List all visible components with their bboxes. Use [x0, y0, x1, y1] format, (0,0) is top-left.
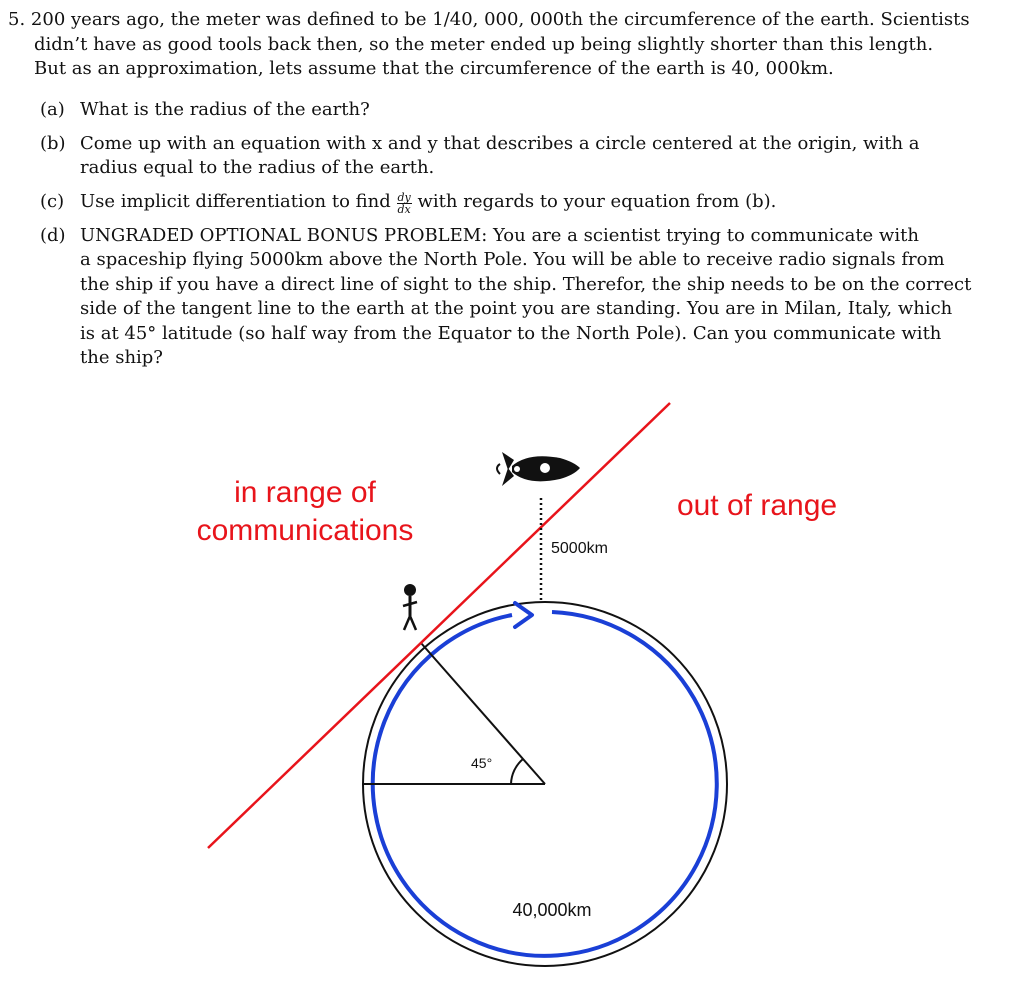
angle-arc — [511, 759, 523, 784]
circumference-arrowhead — [515, 603, 532, 627]
part-a-label: (a) — [40, 99, 65, 120]
rocket-icon — [497, 452, 580, 486]
problem-line-1: 5. 200 years ago, the meter was defined to be 1/40, 000, 000th the circumference of the earth. Scientists — [8, 9, 970, 30]
tangent-line — [208, 403, 670, 848]
part-b-text-2: radius equal to the radius of the earth. — [80, 157, 435, 178]
part-d-text-6: the ship? — [80, 347, 163, 368]
problem-line-3: But as an approximation, lets assume that the circumference of the earth is 40, 000km. — [34, 58, 834, 79]
in-range-label-1: in range of — [234, 476, 376, 509]
in-range-label-2: communications — [196, 514, 414, 547]
altitude-label: 5000km — [551, 540, 608, 557]
part-a-text: What is the radius of the earth? — [80, 99, 370, 120]
dy-dx-fraction: $\frac{dy}{dx}$ — [397, 190, 411, 216]
part-b-label: (b) — [40, 132, 66, 154]
part-d-text-2: a spaceship flying 5000km above the North Pole. You will be able to receive radio signals from — [80, 249, 945, 270]
part-d-text-4: side of the tangent line to the earth at the point you are standing. You are in Milan, Italy, which — [80, 298, 953, 319]
part-c-label: (c) — [40, 190, 65, 212]
part-d-text-5: is at 45° latitude (so half way from the Equator to the North Pole). Can you communicate with — [80, 322, 942, 344]
angle-label: 45° — [471, 755, 493, 771]
problem-line-2: didn’t have as good tools back then, so the meter ended up being slightly shorter than this length. — [34, 33, 934, 55]
part-d-label: (d) — [40, 224, 66, 246]
out-of-range-label: out of range — [676, 489, 838, 522]
part-c-text: Use implicit differentiation to find $\frac{dy}{dx}$ with regards to your equation from (b). — [80, 190, 777, 216]
part-d-text-3: the ship if you have a direct line of sight to the ship. Therefor, the ship needs to be on the correct — [80, 273, 972, 295]
part-b-text-1: Come up with an equation with x and y that describes a circle centered at the origin, with a — [80, 132, 920, 154]
part-d-text-1: UNGRADED OPTIONAL BONUS PROBLEM: You are a scientist trying to communicate with — [80, 224, 919, 246]
stick-figure-icon — [403, 584, 417, 630]
circumference-label: 40,000km — [512, 900, 592, 920]
problem-number: 5. — [8, 9, 26, 30]
